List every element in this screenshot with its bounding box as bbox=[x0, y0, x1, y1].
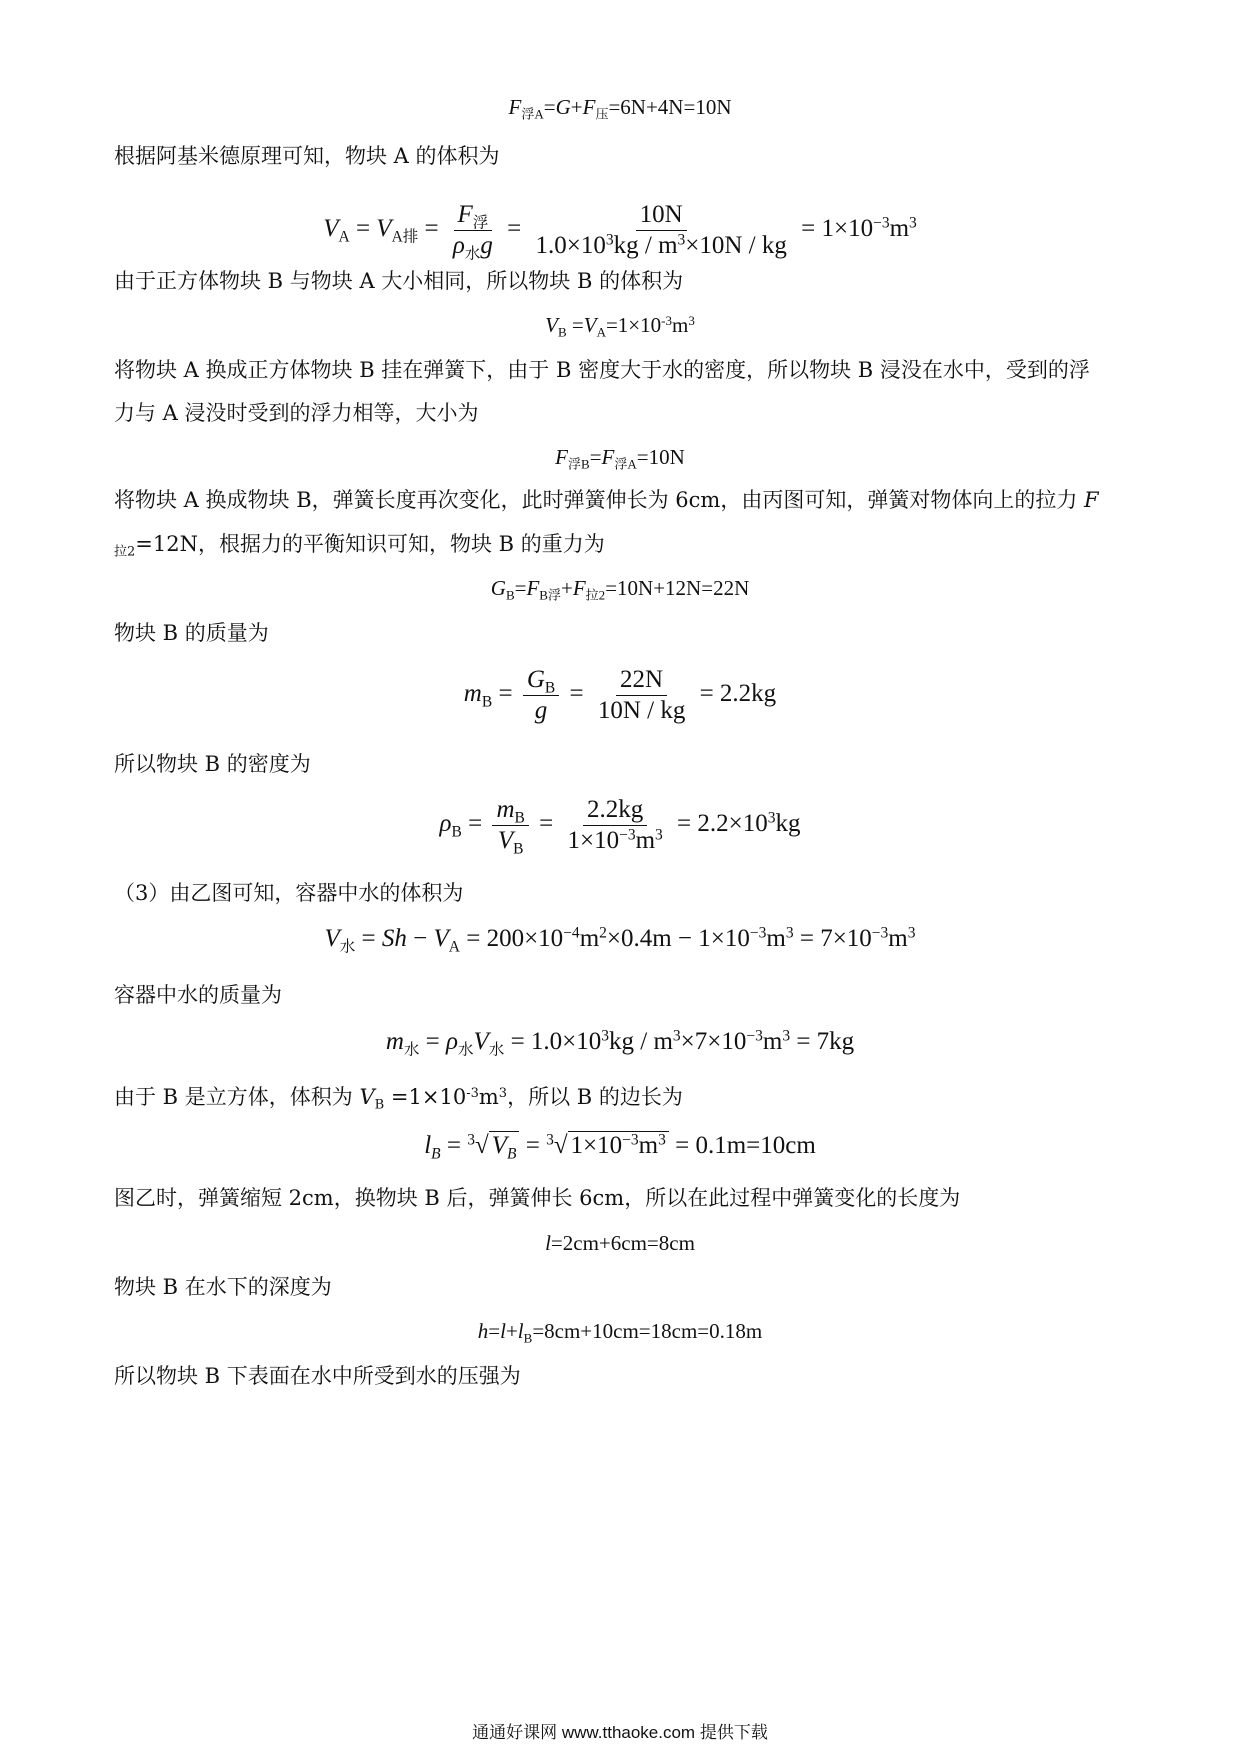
equation-depth: $h=l+l_B=8cm+10cm=18cm=0.18m$ bbox=[477, 1319, 763, 1346]
text-line: 所以物块 B 的密度为 bbox=[114, 752, 311, 776]
equation-water-volume: $V_水 = Sh - V_A = 200\times 10^{-4}m^2\times 0.4m - 1\times 10^{-3}m^3 = 7\times 10^{-3}m^3$ bbox=[324, 924, 916, 956]
equation-water-mass: $m_水 = \rho_水V_水 = 1.0\times 10^3kg / m^3\times 7\times 10^{-3}m^3 = 7kg$ bbox=[385, 1027, 855, 1059]
equation-mass-b: $m_B$ = $\frac{G_B}{g}$ = $\frac{22N}{10N / kg}$ = 2.2kg bbox=[463, 666, 777, 724]
text-line: 所以物块 B 下表面在水中所受到水的压强为 bbox=[114, 1364, 521, 1388]
equation-volume-a: $V_A = V_{A排}$ = $\frac{F_浮}{\rho_水g}$ = $\frac{10N}{1.0\times 10^3kg / m^3\times 10N / kg}$ = $1\times 10^{-3}m^3$ bbox=[323, 201, 917, 263]
text-line: 图乙时，弹簧缩短 2cm，换物块 B 后，弹簧伸长 6cm，所以在此过程中弹簧变化的长度为 bbox=[114, 1186, 961, 1210]
equation-spring-change: l=2cm+6cm=8cm bbox=[545, 1231, 695, 1255]
text-line: 由于正方体物块 B 与物块 A 大小相同，所以物块 B 的体积为 bbox=[114, 269, 684, 293]
text-line: 物块 B 在水下的深度为 bbox=[114, 1275, 332, 1299]
equation-buoyancy-b: $F_{浮B}=F_{浮A}=10N$ bbox=[555, 445, 685, 472]
text-line: 将物块 A 换成物块 B，弹簧长度再次变化，此时弹簧伸长为 6cm，由丙图可知，弹簧对物体向上的拉力 F bbox=[114, 488, 1099, 512]
text-line: （3）由乙图可知，容器中水的体积为 bbox=[114, 881, 464, 905]
text-line: 物块 B 的质量为 bbox=[114, 621, 269, 645]
text-line: 容器中水的质量为 bbox=[114, 983, 282, 1007]
text-line: 根据阿基米德原理可知，物块 A 的体积为 bbox=[114, 144, 500, 168]
text-line: 将物块 A 换成正方体物块 B 挂在弹簧下，由于 B 密度大于水的密度，所以物块 B 浸没在水中，受到的浮 bbox=[114, 358, 1090, 382]
text-span: 将物块 A 换成物块 B，弹簧长度再次变化，此时弹簧伸长为 6cm，由丙图可知，弹簧对物体向上的拉力 bbox=[114, 488, 1078, 512]
text-line: 力与 A 浸没时受到的浮力相等，大小为 bbox=[114, 401, 479, 425]
text-line: 由于 B 是立方体，体积为 $V_B =1\times 10^{-3}m^3$，所以 B 的边长为 bbox=[114, 1085, 683, 1113]
page-footer: 通通好课网 www.tthaoke.com 提供下载 bbox=[472, 1723, 768, 1742]
equation-edge-length: $l_B = ^3√$ $V_B = ^3√$ $1\times 10^{-3}m^3 = 0.1m=10cm$ bbox=[424, 1131, 816, 1163]
equation-weight-b: $G_B=F_{B浮}+F_{拉2}=10N+12N=22N$ bbox=[490, 576, 750, 603]
equation-density-b: $\rho_B$ = $\frac{m_B}{V_B}$ = $\frac{2.2kg}{1\times 10^{-3}m^3}$ = $2.2\times 10^3kg$ bbox=[439, 796, 801, 858]
text-span: =12N，根据力的平衡知识可知，物块 B 的重力为 bbox=[135, 532, 605, 556]
text-span: 由于 B 是立方体，体积为 bbox=[114, 1085, 353, 1109]
text-line: $_{拉2}$=12N，根据力的平衡知识可知，物块 B 的重力为 bbox=[114, 532, 605, 560]
equation-volume-b: $V_B =V_A=1\times 10^{-3}m^3$ bbox=[545, 312, 695, 340]
equation-buoyancy-a: $F_{浮A}=G+F_压=6N+4N=10N$ bbox=[508, 95, 732, 122]
text-span: ，所以 B 的边长为 bbox=[507, 1085, 683, 1109]
